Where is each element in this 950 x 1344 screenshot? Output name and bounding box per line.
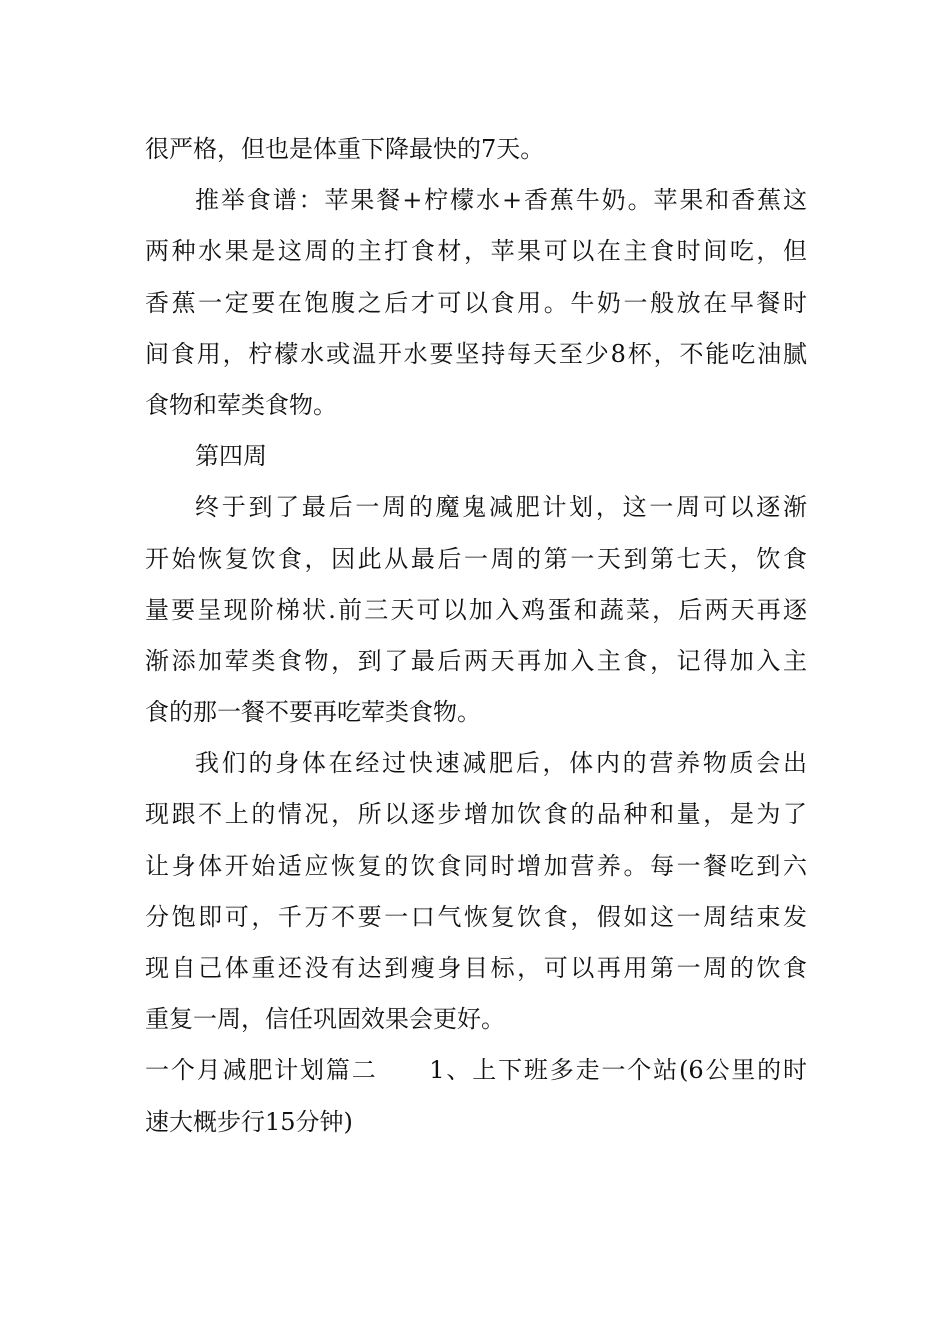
text-line: 两种水果是这周的主打食材，苹果可以在主食时间吃，但: [145, 237, 807, 266]
text-line: 食物和荤类食物。: [145, 390, 337, 419]
text-line: 速大概步行15分钟): [145, 1107, 353, 1136]
text-line: 我们的身体在经过快速减肥后，体内的营养物质会出: [195, 749, 807, 778]
text-line: 让身体开始适应恢复的饮食同时增加营养。每一餐吃到六: [145, 851, 807, 880]
text-line: 开始恢复饮食，因此从最后一周的第一天到第七天，饮食: [145, 544, 807, 573]
text-line: 间食用，柠檬水或温开水要坚持每天至少8杯，不能吃油腻: [145, 339, 807, 368]
text-line: 食的那一餐不要再吃荤类食物。: [145, 698, 481, 727]
text-line: 现自己体重还没有达到瘦身目标，可以再用第一周的饮食: [145, 954, 807, 982]
text-line: 终于到了最后一周的魔鬼减肥计划，这一周可以逐渐: [195, 493, 807, 522]
text-line: 香蕉一定要在饱腹之后才可以食用。牛奶一般放在早餐时: [145, 288, 807, 317]
text-line: 很严格，但也是体重下降最快的7天。: [145, 135, 545, 163]
text-line: 量要呈现阶梯状.前三天可以加入鸡蛋和蔬菜，后两天再逐: [145, 595, 807, 624]
section-heading: 第四周: [195, 442, 267, 471]
text-line: 现跟不上的情况，所以逐步增加饮食的品种和量，是为了: [145, 800, 807, 829]
text-line: 渐添加荤类食物，到了最后两天再加入主食，记得加入主: [145, 646, 807, 675]
body-text: [145, 124, 807, 1148]
text-line: 推举食谱：苹果餐+柠檬水+香蕉牛奶。苹果和香蕉这: [195, 186, 807, 215]
text-line: 分饱即可，千万不要一口气恢复饮食，假如这一周结束发: [145, 902, 807, 931]
section-title-line: 一个月减肥计划篇二 1、上下班多走一个站(6公里的时: [145, 1056, 807, 1085]
text-line: 重复一周，信任巩固效果会更好。: [145, 1005, 505, 1034]
